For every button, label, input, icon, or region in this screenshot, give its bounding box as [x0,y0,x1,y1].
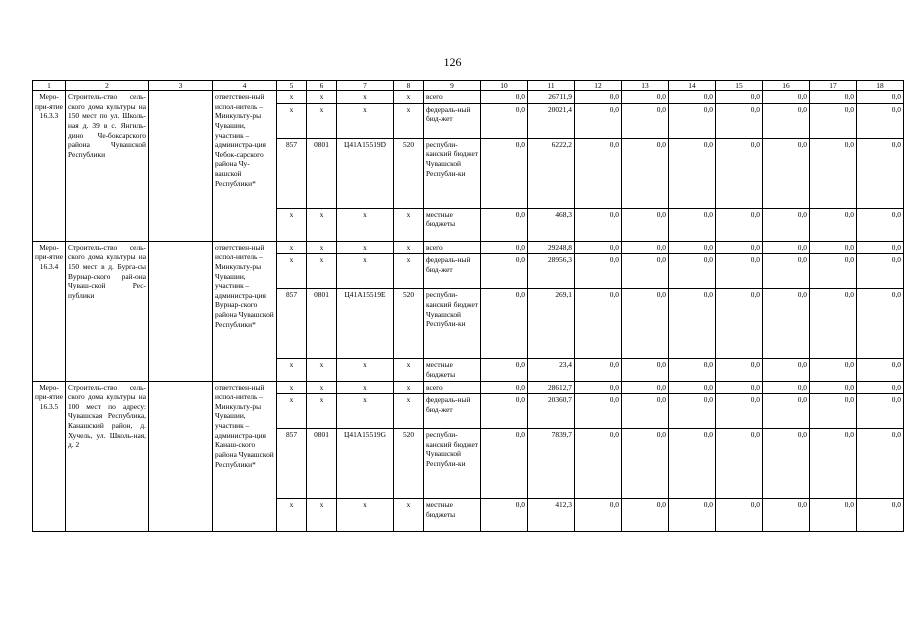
header-cell: 14 [669,81,716,91]
value-cell: 0,0 [481,359,528,381]
value-cell: 0,0 [622,289,669,359]
target-article-cell: x [337,103,394,138]
section-code-cell: x [307,254,337,289]
section-code-cell: x [307,394,337,429]
value-cell: 0,0 [763,254,810,289]
value-cell: 20021,4 [528,103,575,138]
value-cell: 0,0 [575,499,622,532]
value-cell: 0,0 [857,359,904,381]
target-article-cell: x [337,359,394,381]
section-code-cell: x [307,359,337,381]
header-cell: 5 [277,81,307,91]
section-code-cell: 0801 [307,429,337,499]
target-article-cell: Ц41А15519Е [337,289,394,359]
funding-source-cell: всего [424,381,481,394]
value-cell: 0,0 [810,499,857,532]
value-cell: 0,0 [716,91,763,104]
description-cell: Строитель-ство сель-ского дома культуры на 100 мест по адресу: Чувашская Республика, Канашский район, д. Хучель, ул. Школь-ная, д. 2 [66,381,149,532]
target-article-cell: x [337,91,394,104]
value-cell: 0,0 [622,359,669,381]
value-cell: 0,0 [716,241,763,254]
expense-type-cell: 520 [394,289,424,359]
value-cell: 0,0 [575,241,622,254]
funding-source-cell: федераль-ный бюд-жет [424,394,481,429]
value-cell: 0,0 [716,429,763,499]
value-cell: 0,0 [669,103,716,138]
funding-source-cell: республи-канский бюджет Чувашской Республи-ки [424,429,481,499]
target-article-cell: x [337,208,394,241]
value-cell: 0,0 [857,381,904,394]
value-cell: 0,0 [763,499,810,532]
value-cell: 0,0 [716,499,763,532]
header-cell: 3 [149,81,213,91]
value-cell: 0,0 [575,103,622,138]
executor-cell: ответствен-ный испол-нитель – Минкульту-ры Чувашии, участник – администра-ция Вурнар-ского района Чувашской Республики* [213,241,277,381]
section-code-cell: 0801 [307,138,337,208]
value-cell: 0,0 [763,208,810,241]
section-code-cell: x [307,91,337,104]
value-cell: 0,0 [763,138,810,208]
description-cell: Строитель-ство сель-ского дома культуры на 150 мест по ул. Школь-ная д. 39 в с. Янгиль-дино Че-боксарского района Чувашской Республики [66,91,149,242]
value-cell: 0,0 [669,138,716,208]
value-cell: 0,0 [622,254,669,289]
value-cell: 7839,7 [528,429,575,499]
table-row [33,381,904,394]
value-cell: 20360,7 [528,394,575,429]
value-cell: 0,0 [575,138,622,208]
value-cell: 0,0 [810,381,857,394]
measure-cell: Меро-при-ятие 16.3.5 [33,381,66,532]
value-cell: 0,0 [669,289,716,359]
value-cell: 0,0 [810,208,857,241]
value-cell: 0,0 [481,429,528,499]
value-cell: 0,0 [810,394,857,429]
header-cell: 18 [857,81,904,91]
value-cell: 0,0 [716,381,763,394]
gr-code-cell: 857 [277,429,307,499]
header-cell: 7 [337,81,394,91]
gr-code-cell: x [277,208,307,241]
section-code-cell: x [307,241,337,254]
value-cell: 0,0 [763,381,810,394]
value-cell: 468,3 [528,208,575,241]
gr-code-cell: x [277,103,307,138]
funding-source-cell: федераль-ный бюд-жет [424,254,481,289]
value-cell: 0,0 [622,208,669,241]
target-article-cell: x [337,254,394,289]
header-cell: 13 [622,81,669,91]
funding-source-cell: местные бюджеты [424,208,481,241]
value-cell: 0,0 [575,429,622,499]
value-cell: 0,0 [810,241,857,254]
value-cell: 0,0 [669,381,716,394]
header-row [33,81,904,91]
value-cell: 0,0 [669,208,716,241]
gr-code-cell: x [277,499,307,532]
value-cell: 0,0 [810,138,857,208]
target-article-cell: x [337,241,394,254]
value-cell: 412,3 [528,499,575,532]
value-cell: 0,0 [575,254,622,289]
value-cell: 0,0 [669,359,716,381]
gr-code-cell: x [277,254,307,289]
value-cell: 0,0 [622,91,669,104]
header-cell: 10 [481,81,528,91]
value-cell: 0,0 [716,254,763,289]
value-cell: 0,0 [575,381,622,394]
header-cell: 8 [394,81,424,91]
value-cell: 0,0 [622,103,669,138]
description-cell: Строитель-ство сель-ского дома культуры на 150 мест в д. Бурга-сы Вурнар-ского рай-она Чуваш-ской Рес-публики [66,241,149,381]
expense-type-cell: x [394,241,424,254]
funding-source-cell: республи-канский бюджет Чувашской Республи-ки [424,138,481,208]
expense-type-cell: x [394,254,424,289]
expense-type-cell: x [394,103,424,138]
value-cell: 0,0 [810,359,857,381]
target-article-cell: x [337,394,394,429]
expense-type-cell: x [394,359,424,381]
value-cell: 0,0 [481,241,528,254]
value-cell: 0,0 [763,241,810,254]
value-cell: 0,0 [810,429,857,499]
value-cell: 0,0 [857,254,904,289]
executor-cell: ответствен-ный испол-нитель – Минкульту-ры Чувашии, участник – администра-ция Канаш-ского района Чувашской Республики* [213,381,277,532]
value-cell: 0,0 [481,394,528,429]
expense-type-cell: 520 [394,429,424,499]
value-cell: 0,0 [622,138,669,208]
value-cell: 0,0 [857,394,904,429]
value-cell: 0,0 [810,289,857,359]
value-cell: 0,0 [763,359,810,381]
value-cell: 0,0 [622,394,669,429]
value-cell: 0,0 [575,91,622,104]
value-cell: 0,0 [763,91,810,104]
funding-source-cell: всего [424,241,481,254]
value-cell: 0,0 [716,138,763,208]
value-cell: 0,0 [763,103,810,138]
header-cell: 9 [424,81,481,91]
expense-type-cell: x [394,381,424,394]
header-cell: 17 [810,81,857,91]
value-cell: 0,0 [622,381,669,394]
funding-source-cell: всего [424,91,481,104]
measure-cell: Меро-при-ятие 16.3.3 [33,91,66,242]
value-cell: 23,4 [528,359,575,381]
gr-code-cell: 857 [277,289,307,359]
value-cell: 0,0 [857,289,904,359]
value-cell: 0,0 [716,208,763,241]
header-cell: 12 [575,81,622,91]
budget-table [32,80,904,532]
value-cell: 0,0 [716,394,763,429]
expense-type-cell: x [394,499,424,532]
target-article-cell: Ц41А15519D [337,138,394,208]
funding-source-cell: республи-канский бюджет Чувашской Республи-ки [424,289,481,359]
header-cell: 1 [33,81,66,91]
gr-code-cell: x [277,241,307,254]
value-cell: 0,0 [857,138,904,208]
value-cell: 0,0 [857,241,904,254]
value-cell: 0,0 [575,359,622,381]
value-cell: 0,0 [857,103,904,138]
value-cell: 0,0 [669,241,716,254]
value-cell: 29248,8 [528,241,575,254]
target-article-cell: Ц41А15519G [337,429,394,499]
header-cell: 6 [307,81,337,91]
header-cell: 11 [528,81,575,91]
value-cell: 0,0 [716,289,763,359]
value-cell: 0,0 [716,103,763,138]
value-cell: 0,0 [669,254,716,289]
section-code-cell: x [307,208,337,241]
executor-cell: ответствен-ный испол-нитель – Минкульту-ры Чувашии, участник – администра-ция Чебок-сарского района Чу-вашской Республики* [213,91,277,242]
value-cell: 0,0 [622,499,669,532]
header-cell: 4 [213,81,277,91]
empty-cell [149,91,213,242]
section-code-cell: x [307,381,337,394]
value-cell: 0,0 [622,241,669,254]
value-cell: 0,0 [810,254,857,289]
value-cell: 0,0 [481,103,528,138]
expense-type-cell: 520 [394,138,424,208]
value-cell: 0,0 [669,429,716,499]
value-cell: 0,0 [857,91,904,104]
value-cell: 0,0 [481,499,528,532]
value-cell: 0,0 [763,394,810,429]
measure-cell: Меро-при-ятие 16.3.4 [33,241,66,381]
table-row [33,241,904,254]
value-cell: 0,0 [810,103,857,138]
header-cell: 15 [716,81,763,91]
value-cell: 0,0 [481,254,528,289]
section-code-cell: 0801 [307,289,337,359]
value-cell: 0,0 [669,499,716,532]
value-cell: 0,0 [575,289,622,359]
target-article-cell: x [337,499,394,532]
value-cell: 26711,9 [528,91,575,104]
value-cell: 0,0 [669,91,716,104]
value-cell: 0,0 [575,394,622,429]
funding-source-cell: местные бюджеты [424,359,481,381]
value-cell: 0,0 [857,499,904,532]
funding-source-cell: местные бюджеты [424,499,481,532]
value-cell: 0,0 [481,138,528,208]
value-cell: 28612,7 [528,381,575,394]
value-cell: 0,0 [575,208,622,241]
empty-cell [149,241,213,381]
value-cell: 0,0 [481,208,528,241]
section-code-cell: x [307,103,337,138]
value-cell: 0,0 [481,91,528,104]
value-cell: 0,0 [481,381,528,394]
expense-type-cell: x [394,208,424,241]
gr-code-cell: x [277,394,307,429]
value-cell: 28956,3 [528,254,575,289]
header-cell: 16 [763,81,810,91]
value-cell: 0,0 [481,289,528,359]
page-number: 126 [443,55,462,69]
table-row [33,91,904,104]
expense-type-cell: x [394,91,424,104]
header-cell: 2 [66,81,149,91]
value-cell: 6222,2 [528,138,575,208]
gr-code-cell: x [277,381,307,394]
value-cell: 269,1 [528,289,575,359]
expense-type-cell: x [394,394,424,429]
value-cell: 0,0 [622,429,669,499]
funding-source-cell: федераль-ный бюд-жет [424,103,481,138]
value-cell: 0,0 [810,91,857,104]
value-cell: 0,0 [763,289,810,359]
value-cell: 0,0 [857,429,904,499]
value-cell: 0,0 [763,429,810,499]
value-cell: 0,0 [669,394,716,429]
value-cell: 0,0 [716,359,763,381]
empty-cell [149,381,213,532]
table-body [33,81,904,532]
value-cell: 0,0 [857,208,904,241]
gr-code-cell: x [277,91,307,104]
section-code-cell: x [307,499,337,532]
target-article-cell: x [337,381,394,394]
gr-code-cell: 857 [277,138,307,208]
gr-code-cell: x [277,359,307,381]
